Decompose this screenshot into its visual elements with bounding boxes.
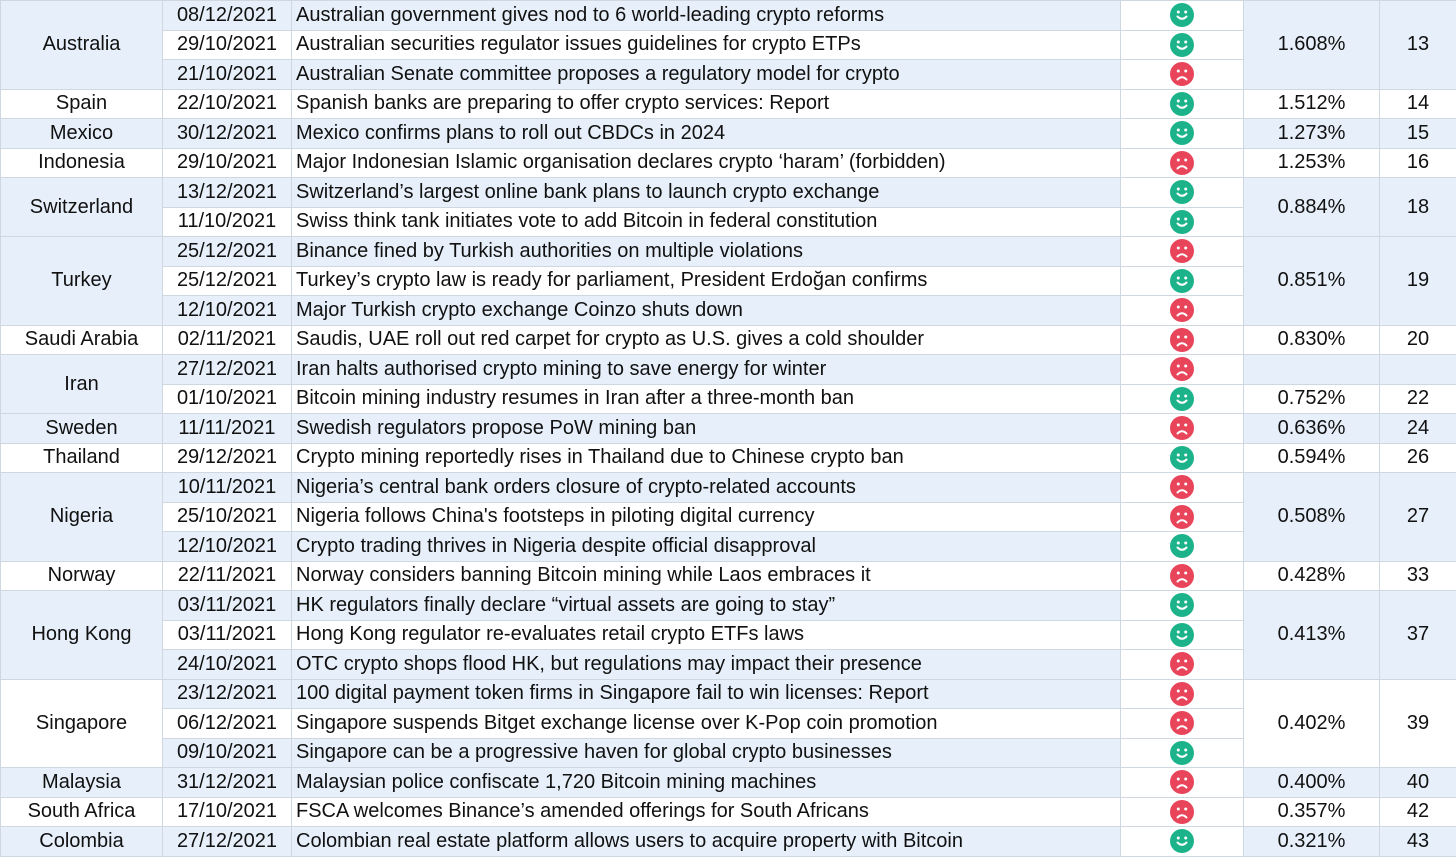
- date-cell: 01/10/2021: [163, 384, 292, 414]
- rank-cell: 39: [1380, 679, 1456, 768]
- percentage-cell: 1.512%: [1244, 89, 1380, 119]
- smiley-face-icon: [1170, 829, 1194, 853]
- smiley-face-icon: [1170, 623, 1194, 647]
- headline-cell: HK regulators finally declare “virtual assets are going to stay”: [292, 591, 1121, 621]
- percentage-cell: 0.636%: [1244, 414, 1380, 444]
- table-row: [1, 148, 1456, 178]
- date-cell: 10/11/2021: [163, 473, 292, 503]
- smiley-face-icon: [1170, 180, 1194, 204]
- table-row: [1, 119, 1456, 149]
- country-cell: Singapore: [1, 679, 163, 768]
- smiley-face-icon: [1170, 446, 1194, 470]
- frowny-face-icon: [1170, 564, 1194, 588]
- country-cell: Spain: [1, 89, 163, 119]
- smiley-face-icon: [1170, 269, 1194, 293]
- headline-cell: Bitcoin mining industry resumes in Iran after a three-month ban: [292, 384, 1121, 414]
- headline-cell: Nigeria’s central bank orders closure of crypto-related accounts: [292, 473, 1121, 503]
- date-cell: 06/12/2021: [163, 709, 292, 739]
- date-cell: 24/10/2021: [163, 650, 292, 680]
- date-cell: 29/12/2021: [163, 443, 292, 473]
- smiley-face-icon: [1170, 593, 1194, 617]
- frowny-face-icon: [1170, 505, 1194, 529]
- sentiment-cell: [1121, 237, 1244, 267]
- rank-cell: 33: [1380, 561, 1456, 591]
- date-cell: 21/10/2021: [163, 60, 292, 90]
- sentiment-cell: [1121, 502, 1244, 532]
- smiley-face-icon: [1170, 534, 1194, 558]
- date-cell: 25/12/2021: [163, 266, 292, 296]
- headline-cell: Mexico confirms plans to roll out CBDCs in 2024: [292, 119, 1121, 149]
- frowny-face-icon: [1170, 357, 1194, 381]
- headline-cell: Major Indonesian Islamic organisation declares crypto ‘haram’ (forbidden): [292, 148, 1121, 178]
- date-cell: 08/12/2021: [163, 1, 292, 31]
- frowny-face-icon: [1170, 298, 1194, 322]
- sentiment-cell: [1121, 473, 1244, 503]
- table-row: [1, 620, 1456, 650]
- date-cell: 27/12/2021: [163, 827, 292, 857]
- table-row: [1, 827, 1456, 857]
- rank-cell: 13: [1380, 1, 1456, 90]
- rank-cell: 18: [1380, 178, 1456, 237]
- date-cell: 13/12/2021: [163, 178, 292, 208]
- date-cell: 12/10/2021: [163, 532, 292, 562]
- headline-cell: Hong Kong regulator re-evaluates retail crypto ETFs laws: [292, 620, 1121, 650]
- rank-cell: 27: [1380, 473, 1456, 562]
- sentiment-cell: [1121, 266, 1244, 296]
- sentiment-cell: [1121, 679, 1244, 709]
- table-row: [1, 532, 1456, 562]
- headline-cell: Iran halts authorised crypto mining to save energy for winter: [292, 355, 1121, 385]
- sentiment-cell: [1121, 738, 1244, 768]
- headline-cell: Swedish regulators propose PoW mining ban: [292, 414, 1121, 444]
- frowny-face-icon: [1170, 652, 1194, 676]
- headline-cell: FSCA welcomes Binance’s amended offerings for South Africans: [292, 797, 1121, 827]
- percentage-cell: 0.830%: [1244, 325, 1380, 355]
- date-cell: 30/12/2021: [163, 119, 292, 149]
- rank-cell-empty: [1380, 355, 1456, 385]
- headline-cell: Colombian real estate platform allows users to acquire property with Bitcoin: [292, 827, 1121, 857]
- sentiment-cell: [1121, 1, 1244, 31]
- sentiment-cell: [1121, 797, 1244, 827]
- table-row: [1, 178, 1456, 208]
- rank-cell: 40: [1380, 768, 1456, 798]
- sentiment-cell: [1121, 827, 1244, 857]
- country-cell: Hong Kong: [1, 591, 163, 680]
- date-cell: 09/10/2021: [163, 738, 292, 768]
- table-row: [1, 296, 1456, 326]
- table-row: [1, 60, 1456, 90]
- headline-cell: Swiss think tank initiates vote to add Bitcoin in federal constitution: [292, 207, 1121, 237]
- headline-cell: Singapore suspends Bitget exchange license over K-Pop coin promotion: [292, 709, 1121, 739]
- rank-cell: 37: [1380, 591, 1456, 680]
- date-cell: 29/10/2021: [163, 148, 292, 178]
- country-cell: Saudi Arabia: [1, 325, 163, 355]
- country-cell: Thailand: [1, 443, 163, 473]
- sentiment-cell: [1121, 709, 1244, 739]
- sentiment-cell: [1121, 591, 1244, 621]
- percentage-cell: 0.413%: [1244, 591, 1380, 680]
- date-cell: 25/12/2021: [163, 237, 292, 267]
- rank-cell: 15: [1380, 119, 1456, 149]
- rank-cell: 22: [1380, 384, 1456, 414]
- date-cell: 29/10/2021: [163, 30, 292, 60]
- sentiment-cell: [1121, 325, 1244, 355]
- sentiment-cell: [1121, 561, 1244, 591]
- frowny-face-icon: [1170, 62, 1194, 86]
- smiley-face-icon: [1170, 92, 1194, 116]
- rank-cell: 24: [1380, 414, 1456, 444]
- smiley-face-icon: [1170, 210, 1194, 234]
- country-cell: Iran: [1, 355, 163, 414]
- frowny-face-icon: [1170, 328, 1194, 352]
- smiley-face-icon: [1170, 3, 1194, 27]
- sentiment-cell: [1121, 532, 1244, 562]
- sentiment-cell: [1121, 443, 1244, 473]
- date-cell: 12/10/2021: [163, 296, 292, 326]
- headline-cell: Australian securities regulator issues guidelines for crypto ETPs: [292, 30, 1121, 60]
- table-row: [1, 709, 1456, 739]
- country-cell: Switzerland: [1, 178, 163, 237]
- headline-cell: Major Turkish crypto exchange Coinzo shuts down: [292, 296, 1121, 326]
- sentiment-cell: [1121, 296, 1244, 326]
- date-cell: 25/10/2021: [163, 502, 292, 532]
- percentage-cell-empty: [1244, 355, 1380, 385]
- table-body: [1, 1, 1456, 857]
- headline-cell: Saudis, UAE roll out red carpet for crypto as U.S. gives a cold shoulder: [292, 325, 1121, 355]
- table-row: [1, 237, 1456, 267]
- percentage-cell: 0.321%: [1244, 827, 1380, 857]
- frowny-face-icon: [1170, 682, 1194, 706]
- percentage-cell: 0.400%: [1244, 768, 1380, 798]
- table-row: [1, 561, 1456, 591]
- headline-cell: OTC crypto shops flood HK, but regulations may impact their presence: [292, 650, 1121, 680]
- rank-cell: 14: [1380, 89, 1456, 119]
- table-row: [1, 1, 1456, 31]
- frowny-face-icon: [1170, 475, 1194, 499]
- date-cell: 17/10/2021: [163, 797, 292, 827]
- date-cell: 27/12/2021: [163, 355, 292, 385]
- percentage-cell: 0.594%: [1244, 443, 1380, 473]
- country-cell: Sweden: [1, 414, 163, 444]
- rank-cell: 43: [1380, 827, 1456, 857]
- sentiment-cell: [1121, 148, 1244, 178]
- table-row: [1, 679, 1456, 709]
- sentiment-cell: [1121, 414, 1244, 444]
- sentiment-cell: [1121, 30, 1244, 60]
- percentage-cell: 0.851%: [1244, 237, 1380, 326]
- smiley-face-icon: [1170, 387, 1194, 411]
- headline-cell: Switzerland’s largest online bank plans to launch crypto exchange: [292, 178, 1121, 208]
- table-row: [1, 443, 1456, 473]
- table-row: [1, 473, 1456, 503]
- rank-cell: 19: [1380, 237, 1456, 326]
- frowny-face-icon: [1170, 151, 1194, 175]
- country-cell: Norway: [1, 561, 163, 591]
- table-row: [1, 414, 1456, 444]
- table-row: [1, 650, 1456, 680]
- headline-cell: Australian Senate committee proposes a regulatory model for crypto: [292, 60, 1121, 90]
- smiley-face-icon: [1170, 121, 1194, 145]
- headline-cell: Crypto mining reportedly rises in Thailand due to Chinese crypto ban: [292, 443, 1121, 473]
- date-cell: 22/11/2021: [163, 561, 292, 591]
- headline-cell: Crypto trading thrives in Nigeria despite official disapproval: [292, 532, 1121, 562]
- headline-cell: Singapore can be a progressive haven for global crypto businesses: [292, 738, 1121, 768]
- headline-cell: Malaysian police confiscate 1,720 Bitcoin mining machines: [292, 768, 1121, 798]
- date-cell: 22/10/2021: [163, 89, 292, 119]
- country-cell: Nigeria: [1, 473, 163, 562]
- table-row: [1, 384, 1456, 414]
- table-row: [1, 502, 1456, 532]
- table-row: [1, 591, 1456, 621]
- table-row: [1, 768, 1456, 798]
- date-cell: 02/11/2021: [163, 325, 292, 355]
- headline-cell: Binance fined by Turkish authorities on multiple violations: [292, 237, 1121, 267]
- sentiment-cell: [1121, 620, 1244, 650]
- rank-cell: 16: [1380, 148, 1456, 178]
- percentage-cell: 0.402%: [1244, 679, 1380, 768]
- country-cell: Australia: [1, 1, 163, 90]
- smiley-face-icon: [1170, 33, 1194, 57]
- date-cell: 31/12/2021: [163, 768, 292, 798]
- sentiment-cell: [1121, 60, 1244, 90]
- percentage-cell: 1.253%: [1244, 148, 1380, 178]
- headline-cell: Australian government gives nod to 6 world-leading crypto reforms: [292, 1, 1121, 31]
- headline-cell: Turkey’s crypto law is ready for parliament, President Erdoğan confirms: [292, 266, 1121, 296]
- country-cell: Malaysia: [1, 768, 163, 798]
- sentiment-cell: [1121, 178, 1244, 208]
- country-cell: South Africa: [1, 797, 163, 827]
- country-cell: Mexico: [1, 119, 163, 149]
- headline-cell: 100 digital payment token firms in Singapore fail to win licenses: Report: [292, 679, 1121, 709]
- headline-cell: Spanish banks are preparing to offer crypto services: Report: [292, 89, 1121, 119]
- table-row: [1, 797, 1456, 827]
- table-row: [1, 738, 1456, 768]
- table-row: [1, 89, 1456, 119]
- percentage-cell: 0.357%: [1244, 797, 1380, 827]
- frowny-face-icon: [1170, 711, 1194, 735]
- rank-cell: 42: [1380, 797, 1456, 827]
- percentage-cell: 0.884%: [1244, 178, 1380, 237]
- table-row: [1, 355, 1456, 385]
- sentiment-cell: [1121, 768, 1244, 798]
- country-cell: Colombia: [1, 827, 163, 857]
- table-row: [1, 325, 1456, 355]
- date-cell: 03/11/2021: [163, 591, 292, 621]
- frowny-face-icon: [1170, 770, 1194, 794]
- smiley-face-icon: [1170, 741, 1194, 765]
- country-cell: Turkey: [1, 237, 163, 326]
- sentiment-cell: [1121, 384, 1244, 414]
- rank-cell: 20: [1380, 325, 1456, 355]
- percentage-cell: 0.752%: [1244, 384, 1380, 414]
- frowny-face-icon: [1170, 416, 1194, 440]
- sentiment-cell: [1121, 207, 1244, 237]
- percentage-cell: 1.273%: [1244, 119, 1380, 149]
- percentage-cell: 0.428%: [1244, 561, 1380, 591]
- date-cell: 11/11/2021: [163, 414, 292, 444]
- sentiment-cell: [1121, 650, 1244, 680]
- percentage-cell: 0.508%: [1244, 473, 1380, 562]
- table-row: [1, 266, 1456, 296]
- table-row: [1, 30, 1456, 60]
- frowny-face-icon: [1170, 239, 1194, 263]
- sentiment-cell: [1121, 355, 1244, 385]
- date-cell: 03/11/2021: [163, 620, 292, 650]
- headline-cell: Norway considers banning Bitcoin mining while Laos embraces it: [292, 561, 1121, 591]
- sentiment-cell: [1121, 119, 1244, 149]
- frowny-face-icon: [1170, 800, 1194, 824]
- percentage-cell: 1.608%: [1244, 1, 1380, 90]
- rank-cell: 26: [1380, 443, 1456, 473]
- date-cell: 23/12/2021: [163, 679, 292, 709]
- headline-cell: Nigeria follows China's footsteps in piloting digital currency: [292, 502, 1121, 532]
- table-row: [1, 207, 1456, 237]
- country-cell: Indonesia: [1, 148, 163, 178]
- sentiment-cell: [1121, 89, 1244, 119]
- date-cell: 11/10/2021: [163, 207, 292, 237]
